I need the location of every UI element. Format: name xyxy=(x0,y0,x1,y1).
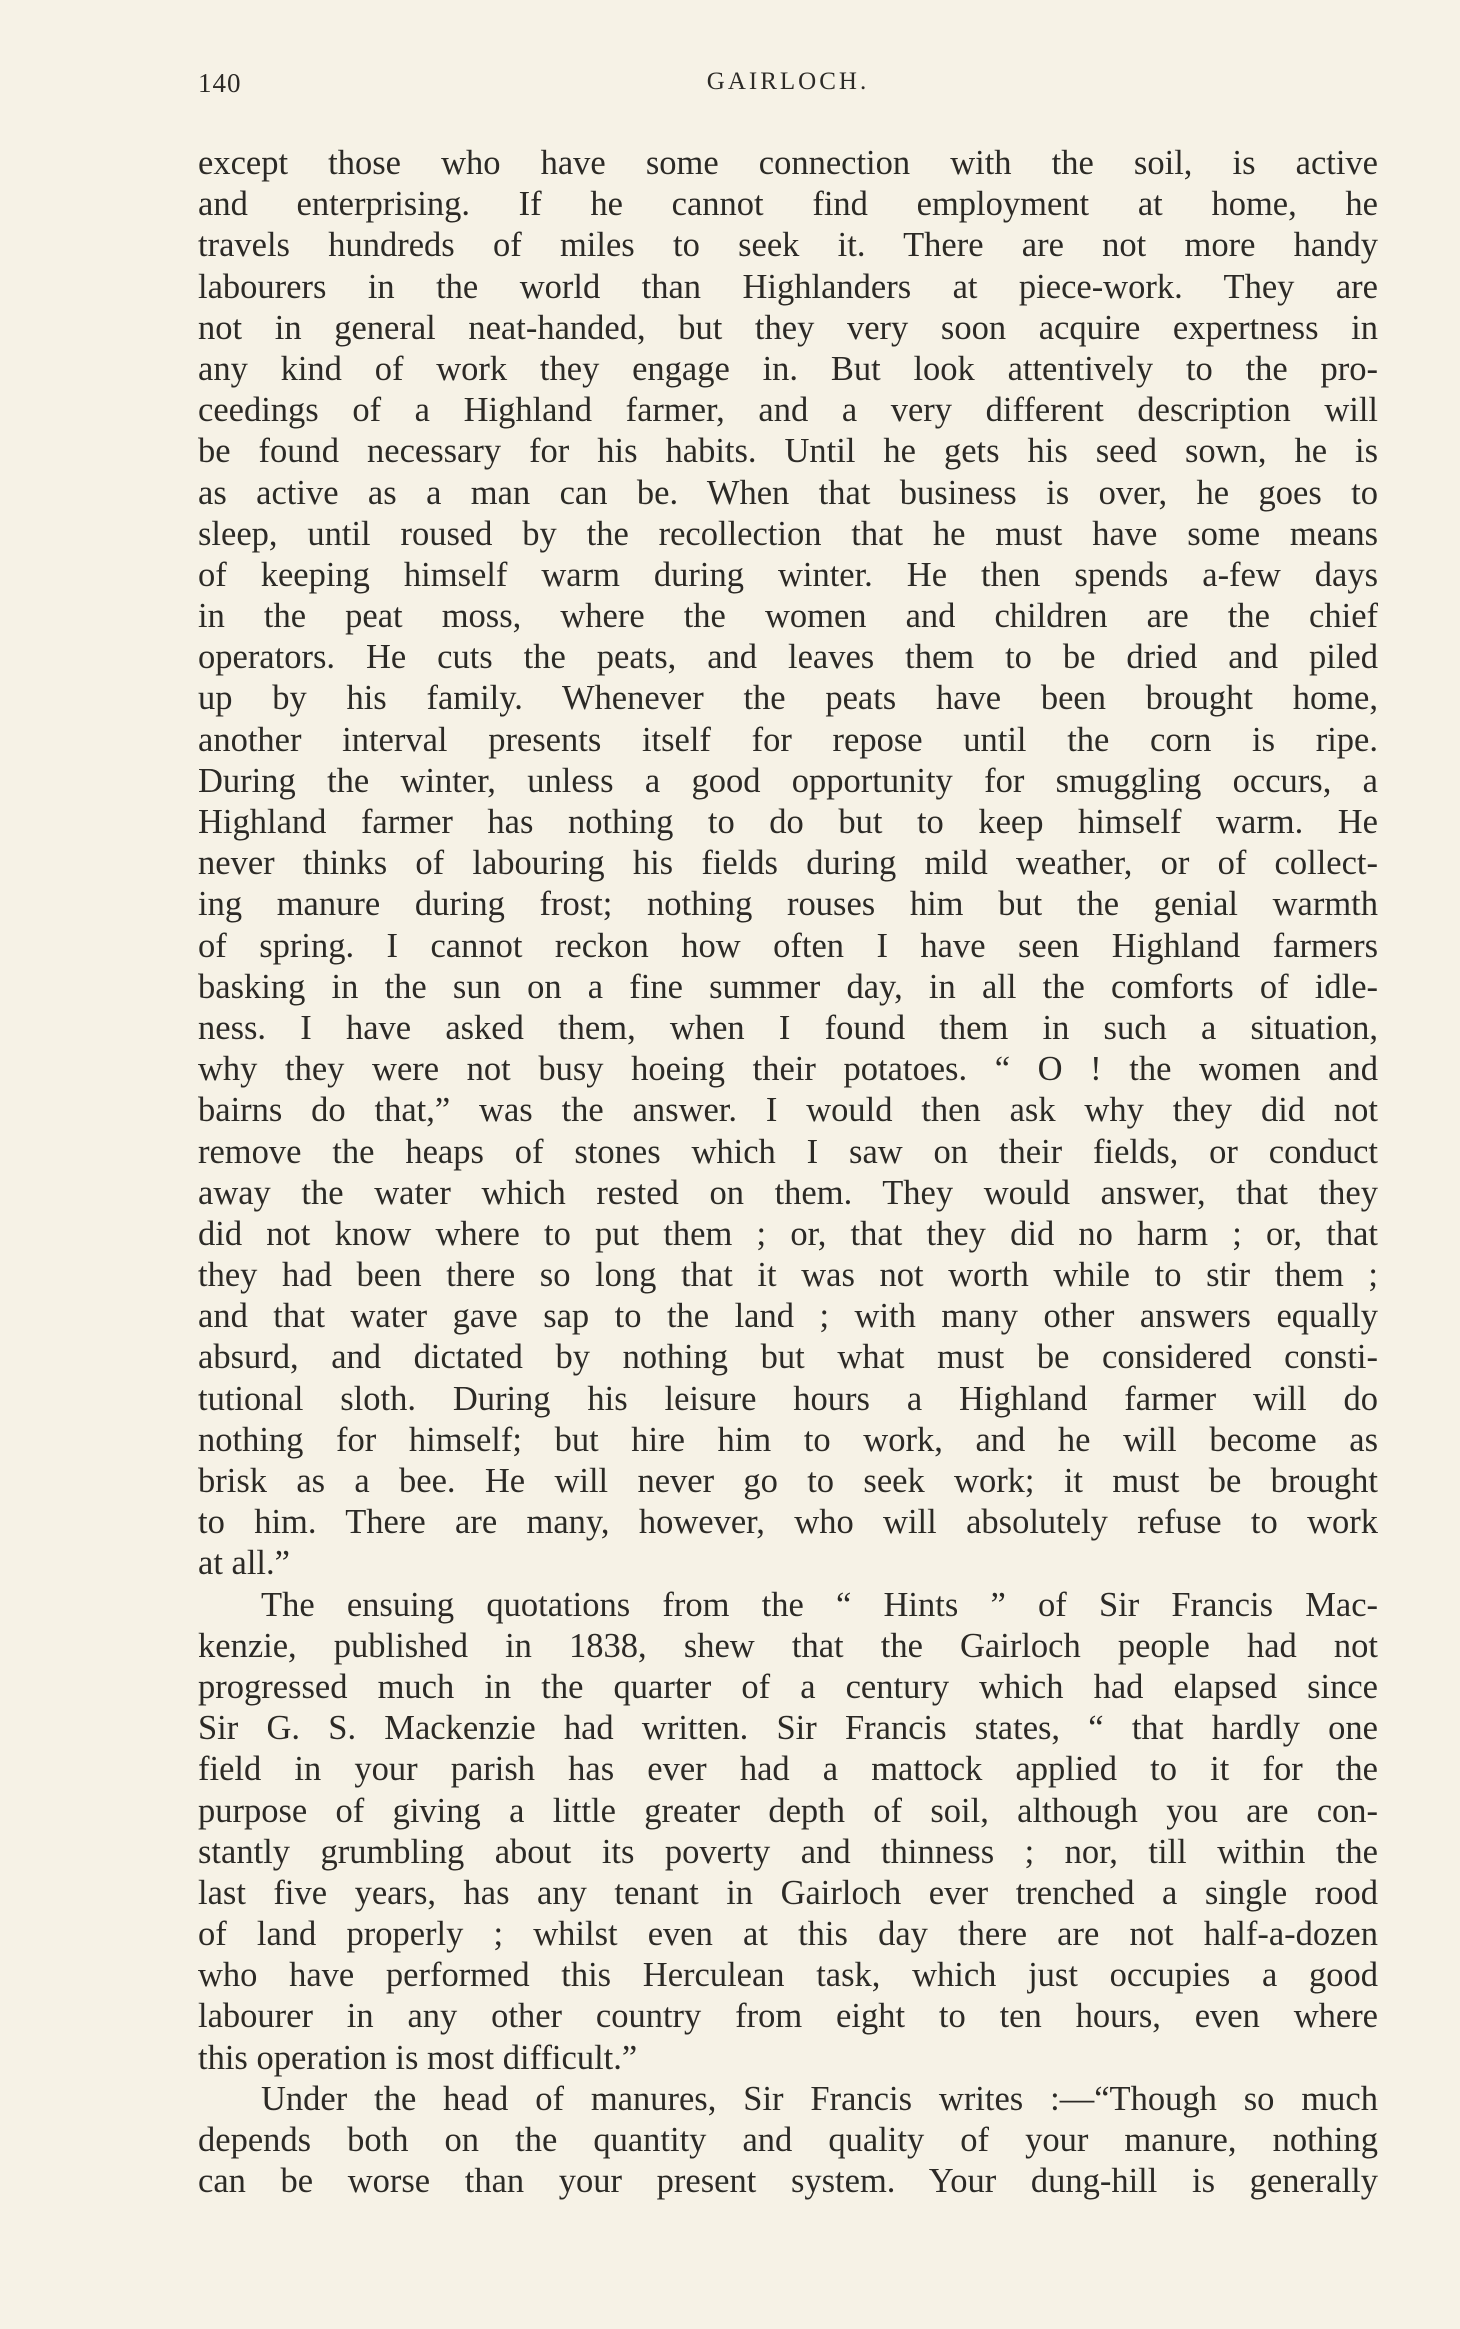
text-line: labourers in the world than Highlanders at piece-work. They are xyxy=(198,267,1378,306)
text-line: away the water which rested on them. They would answer, that they xyxy=(198,1173,1378,1212)
text-line: labourer in any other country from eight to ten hours, even where xyxy=(198,1997,1378,2036)
text-line: not in general neat-handed, but they very soon acquire expertness in xyxy=(198,308,1378,347)
text-line: travels hundreds of miles to seek it. There are not more handy xyxy=(198,226,1378,265)
text-line: kenzie, published in 1838, shew that the Gairloch people had not xyxy=(198,1626,1378,1665)
text-line: depends both on the quantity and quality of your manure, nothing xyxy=(198,2121,1378,2159)
text-line: of land properly ; whilst even at this day there are not half-a-dozen xyxy=(198,1915,1378,1954)
text-line: nothing for himself; but hire him to work, and he will become as xyxy=(198,1420,1378,1459)
text-line: Sir G. S. Mackenzie had written. Sir Francis states, “ that hardly one xyxy=(198,1709,1378,1748)
text-line: can be worse than your present system. Your dung-hill is generally xyxy=(198,2162,1378,2201)
text-line: absurd, and dictated by nothing but what must be considered consti- xyxy=(198,1338,1378,1377)
text-line: progressed much in the quarter of a century which had elapsed since xyxy=(198,1667,1378,1706)
text-line: of spring. I cannot reckon how often I have seen Highland farmers xyxy=(198,926,1378,965)
text-line: never thinks of labouring his fields during mild weather, or of collect- xyxy=(198,844,1378,883)
text-line: purpose of giving a little greater depth of soil, although you are con- xyxy=(198,1791,1378,1830)
text-line: The ensuing quotations from the “ Hints ” of Sir Francis Mac- xyxy=(261,1585,1378,1624)
text-line: any kind of work they engage in. But look attentively to the pro- xyxy=(198,349,1378,388)
text-line: in the peat moss, where the women and children are the chief xyxy=(198,597,1378,636)
text-line: last five years, has any tenant in Gairloch ever trenched a single rood xyxy=(198,1873,1378,1912)
text-line: to him. There are many, however, who will absolutely refuse to work xyxy=(198,1503,1378,1542)
text-line: bairns do that,” was the answer. I would then ask why they did not xyxy=(198,1091,1378,1130)
text-line: Under the head of manures, Sir Francis writes :—“Though so much xyxy=(261,2079,1378,2118)
text-line: operators. He cuts the peats, and leaves them to be dried and piled xyxy=(198,638,1378,677)
text-line: they had been there so long that it was not worth while to stir them ; xyxy=(198,1256,1378,1295)
text-line: field in your parish has ever had a mattock applied to it for the xyxy=(198,1750,1378,1789)
text-line: ing manure during frost; nothing rouses him but the genial warmth xyxy=(198,885,1378,924)
text-line: ceedings of a Highland farmer, and a very different description will xyxy=(198,391,1378,430)
running-head xyxy=(198,68,1378,108)
text-line: brisk as a bee. He will never go to seek work; it must be brought xyxy=(198,1462,1378,1500)
text-line: be found necessary for his habits. Until he gets his seed sown, he is xyxy=(198,432,1378,471)
text-line: During the winter, unless a good opportunity for smuggling occurs, a xyxy=(198,761,1378,800)
text-line: basking in the sun on a fine summer day, in all the comforts of idle- xyxy=(198,967,1378,1006)
text-line: ness. I have asked them, when I found them in such a situation, xyxy=(198,1008,1378,1047)
text-line: why they were not busy hoeing their potatoes. “ O ! the women and xyxy=(198,1050,1378,1089)
text-line: except those who have some connection with the soil, is active xyxy=(198,144,1378,182)
text-line: up by his family. Whenever the peats have been brought home, xyxy=(198,679,1378,718)
running-title: GAIRLOCH. xyxy=(706,68,870,95)
text-line: who have performed this Herculean task, which just occupies a good xyxy=(198,1956,1378,1995)
text-line: sleep, until roused by the recollection that he must have some means xyxy=(198,514,1378,553)
text-line: did not know where to put them ; or, that they did no harm ; or, that xyxy=(198,1214,1378,1253)
text-line: and that water gave sap to the land ; with many other answers equally xyxy=(198,1297,1378,1336)
text-line: stantly grumbling about its poverty and thinness ; nor, till within the xyxy=(198,1832,1378,1871)
page-number: 140 xyxy=(198,68,242,98)
text-line: as active as a man can be. When that business is over, he goes to xyxy=(198,473,1378,512)
body-text xyxy=(198,143,1378,2202)
text-line: and enterprising. If he cannot find employment at home, he xyxy=(198,185,1378,224)
text-line: Highland farmer has nothing to do but to keep himself warm. He xyxy=(198,803,1378,841)
text-line: tutional sloth. During his leisure hours a Highland farmer will do xyxy=(198,1379,1378,1418)
text-line: another interval presents itself for repose until the corn is ripe. xyxy=(198,720,1378,759)
text-line: remove the heaps of stones which I saw on their fields, or conduct xyxy=(198,1132,1378,1171)
text-line: this operation is most difficult.” xyxy=(198,2038,638,2077)
text-line: at all.” xyxy=(198,1544,290,1583)
text-line: of keeping himself warm during winter. He then spends a-few days xyxy=(198,555,1378,594)
